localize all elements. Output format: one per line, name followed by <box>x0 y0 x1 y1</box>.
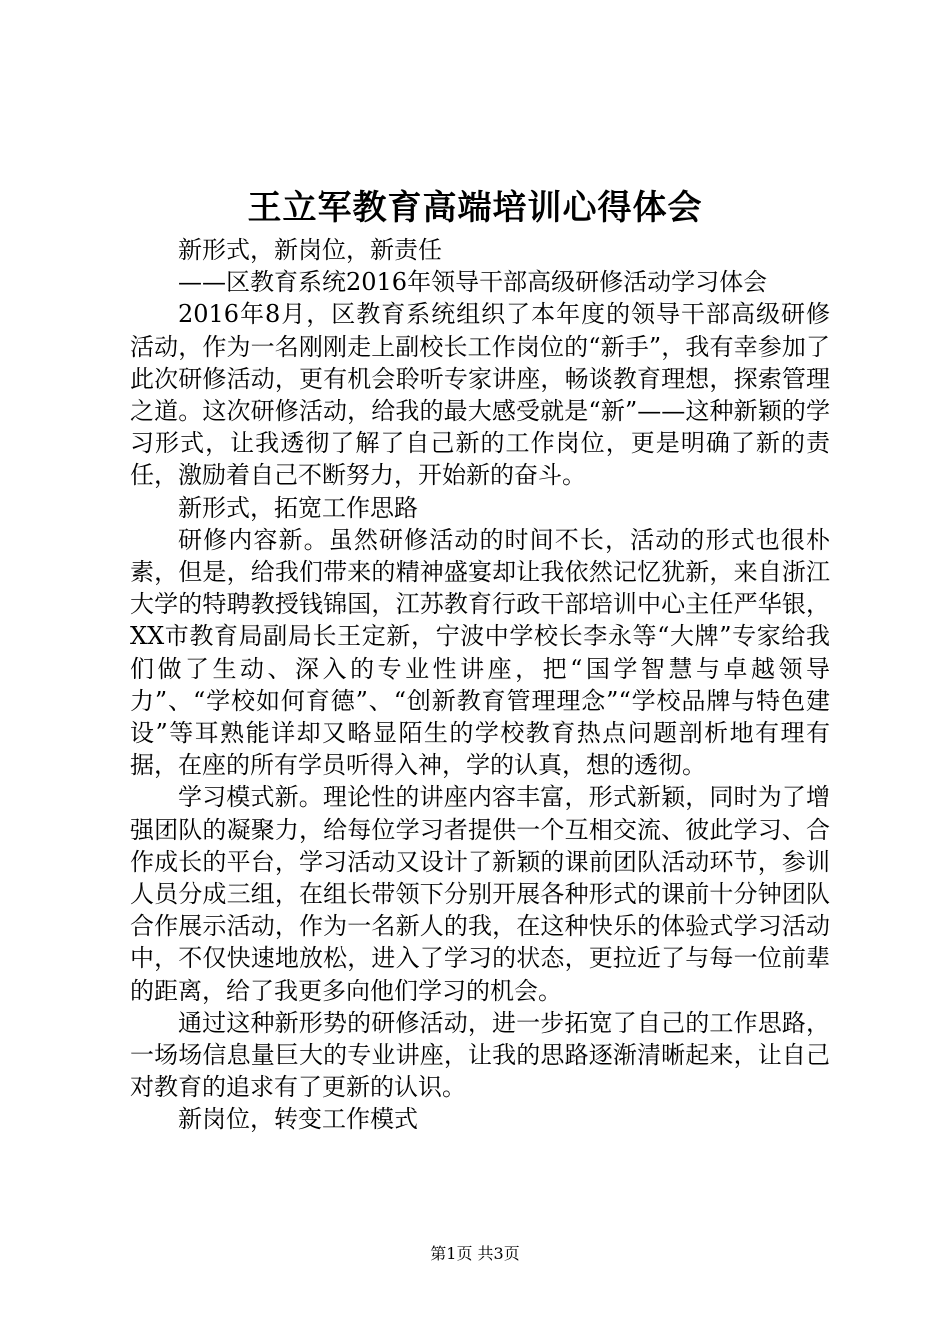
paragraph: 新形式，新岗位，新责任 <box>178 236 442 264</box>
paragraph: 2016年8月，区教育系统组织了本年度的领导干部高级研修活动，作为一名刚刚走上副校长工作岗位的“新手”，我有幸参加了此次研修活动，更有机会聆听专家讲座，畅谈教育理想，探索管理之道。这次研修活动，给我的最大感受就是“新”——这种新颖的学习形式，让我透彻了解了自己新的工作岗位，更是明确了新的责任，激励着自己不断努力，开始新的奋斗。 <box>130 300 830 490</box>
paragraph: 研修内容新。虽然研修活动的时间不长，活动的形式也很朴素，但是，给我们带来的精神盛宴却让我依然记忆犹新，来自浙江大学的特聘教授钱锦国，江苏教育行政干部培训中心主任严华银，XX市教育局副局长王定新，宁波中学校长李永等“大牌”专家给我们做了生动、深入的专业性讲座，把“国学智慧与卓越领导力”、“学校如何育德”、“创新教育管理理念”“学校品牌与特色建设”等耳熟能详却又略显陌生的学校教育热点问题剖析地有理有据，在座的所有学员听得入神，学的认真，想的透彻。 <box>130 525 830 780</box>
paragraph: 通过这种新形势的研修活动，进一步拓宽了自己的工作思路，一场场信息量巨大的专业讲座，让我的思路逐渐清晰起来，让自己对教育的追求有了更新的认识。 <box>130 1008 830 1102</box>
document-body <box>130 234 830 1136</box>
document-title: 王立军教育高端培训心得体会 <box>247 188 703 228</box>
section-heading: 新岗位，转变工作模式 <box>178 1105 418 1134</box>
paragraph: 学习模式新。理论性的讲座内容丰富，形式新颖，同时为了增强团队的凝聚力，给每位学习者提供一个互相交流、彼此学习、合作成长的平台，学习活动又设计了新颖的课前团队活动环节，参训人员分成三组，在组长带领下分别开展各种形式的课前十分钟团队合作展示活动，作为一名新人的我，在这种快乐的体验式学习活动中，不仅快速地放松，进入了学习的状态，更拉近了与每一位前辈的距离，给了我更多向他们学习的机会。 <box>130 783 830 1005</box>
page-number-footer: 第1页 共3页 <box>430 1244 520 1263</box>
subtitle-paragraph: ——区教育系统2016年领导干部高级研修活动学习体会 <box>178 268 768 297</box>
section-heading: 新形式，拓宽工作思路 <box>178 493 418 522</box>
